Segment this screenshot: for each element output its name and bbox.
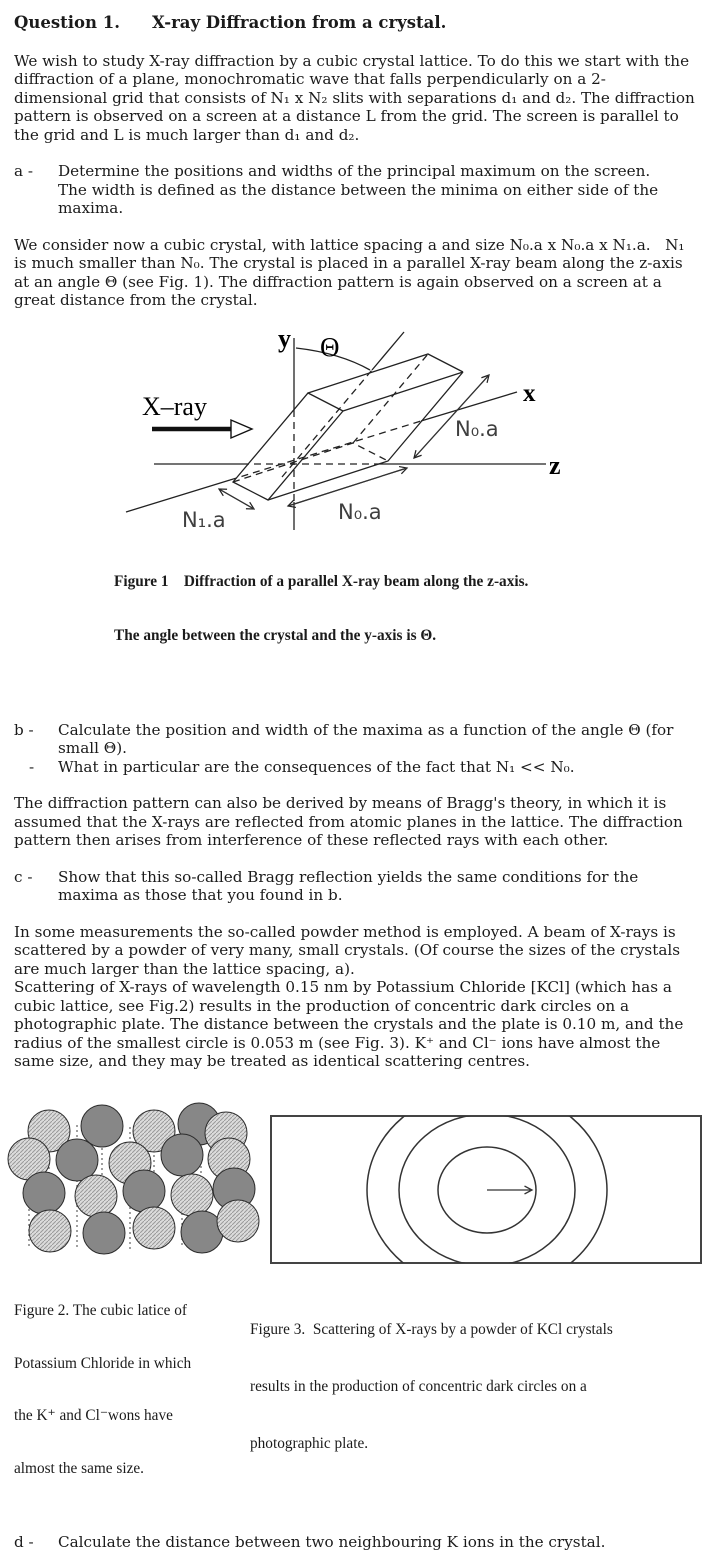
figure2-caption-line3: the K⁺ and Cl⁻wons have [14, 1407, 173, 1424]
theta-label: Θ [320, 331, 340, 362]
figure3-caption-line2: results in the production of concentric dark circles on a [250, 1378, 587, 1395]
item-a [14, 162, 698, 218]
crystal-slab [233, 354, 463, 500]
question-subject: X-ray Diffraction from a crystal. [152, 13, 447, 32]
figure1-caption [114, 537, 698, 681]
item-d-text: Calculate the distance between two neighbouring K ions in the crystal. [58, 1533, 606, 1551]
x-axis-label: x [523, 379, 536, 407]
item-b-sub [14, 758, 698, 777]
item-a-label: a - [14, 162, 34, 180]
item-c-label: c - [14, 867, 33, 886]
question-title [14, 14, 698, 33]
y-axis-label: y [278, 323, 291, 353]
item-b-sub-label: - [29, 757, 35, 776]
question-number: Question 1. [14, 13, 121, 32]
figure1-caption-line2: The angle between the crystal and the y-axis is Θ. [114, 626, 437, 644]
paragraph-powder-1: In some measurements the so-called powder method is employed. A beam of X-rays is scattered by a powder of very many, small crystals. (Of course the sizes of the crystals are much larger than the lattice spacing, a). [14, 922, 685, 978]
figure2-caption-line4: almost the same size. [14, 1459, 144, 1477]
paragraph-intro: We wish to study X-ray diffraction by a cubic crystal lattice. To do this we start with the diffraction of a plane, monochromatic wave that falls perpendicularly on a 2-dimensional grid that consists of N₁ x N₂ slits with separations d₁ and d₂. The diffraction pattern is observed on a screen at a distance L from the grid. The screen is parallel to the grid and L is much larger than d₁ and d₂. [14, 51, 700, 144]
item-d-label: d - [14, 1533, 34, 1551]
xray-label: X–ray [142, 391, 207, 421]
z-axis-label: z [549, 450, 561, 480]
n0a-right-label: N₀.a [455, 416, 499, 441]
xray-beam-arrow [152, 420, 252, 438]
figure3-wrap [264, 1109, 704, 1274]
figure3-caption-line1: Figure 3. Scattering of X-rays by a powder of KCl crystals [250, 1321, 613, 1338]
figure3-caption [250, 1267, 696, 1512]
item-b-text: Calculate the position and width of the maxima as a function of the angle Θ (for small Θ). [58, 720, 679, 757]
item-a-text: Determine the positions and widths of the principal maximum on the screen. The width is defined as the distance between the minima on either side of the maxima. [58, 162, 663, 217]
item-b [14, 721, 698, 758]
figures-row [14, 1109, 698, 1274]
n0a-bottom-label: N₀.a [338, 499, 382, 524]
figure2-caption-line2: Potassium Chloride in which [14, 1354, 192, 1372]
item-c-text: Show that this so-called Bragg reflection yields the same conditions for the maxima as those that you found in b. [58, 867, 644, 904]
figure3-rings-image [264, 1109, 704, 1269]
item-b-label: b - [14, 720, 34, 739]
item-d [14, 1533, 698, 1552]
figure3-caption-line3: photographic plate. [250, 1435, 369, 1452]
lattice-ions [8, 1103, 259, 1254]
figure2-lattice-image [24, 1109, 254, 1261]
paragraph-crystal: We consider now a cubic crystal, with lattice spacing a and size N₀.a x N₀.a x N₁.a. N₁ is much smaller than N₀. The crystal is placed in a parallel X-ray beam along the z-axis at an angle Θ (see Fig. 1). The diffraction pattern is again observed on a screen at a great distance from the crystal. [14, 235, 690, 309]
captions-row [14, 1267, 698, 1512]
paragraph-powder-2: Scattering of X-rays of wavelength 0.15 nm by Potassium Chloride [KCl] (which has a cubic lattice, see Fig.2) results in the production of concentric dark circles on a photographic plate. The distance between the crystals and the plate is 0.10 m, and the radius of the smallest circle is 0.053 m (see Fig. 3). K⁺ and Cl⁻ ions have almost the same size, and they may be treated as identical scattering centres. [14, 978, 689, 1070]
item-b-sub-text: What in particular are the consequences of the fact that N₁ << N₀. [58, 757, 575, 776]
figure2-caption-line1: Figure 2. The cubic latice of [14, 1302, 188, 1319]
figure2-caption [14, 1267, 240, 1512]
figure1-diagram [0, 322, 712, 535]
paragraph-bragg: The diffraction pattern can also be derived by means of Bragg's theory, in which it is assumed that the X-rays are reflected from atomic planes in the lattice. The diffraction pattern then arises from interference of these reflected rays with each other. [14, 794, 688, 849]
photographic-plate-border [271, 1116, 701, 1263]
figure1-caption-line1: Figure 1 Diffraction of a parallel X-ray beam along the z-axis. [114, 572, 529, 590]
n1a-label: N₁.a [182, 507, 226, 532]
item-c [14, 868, 698, 905]
